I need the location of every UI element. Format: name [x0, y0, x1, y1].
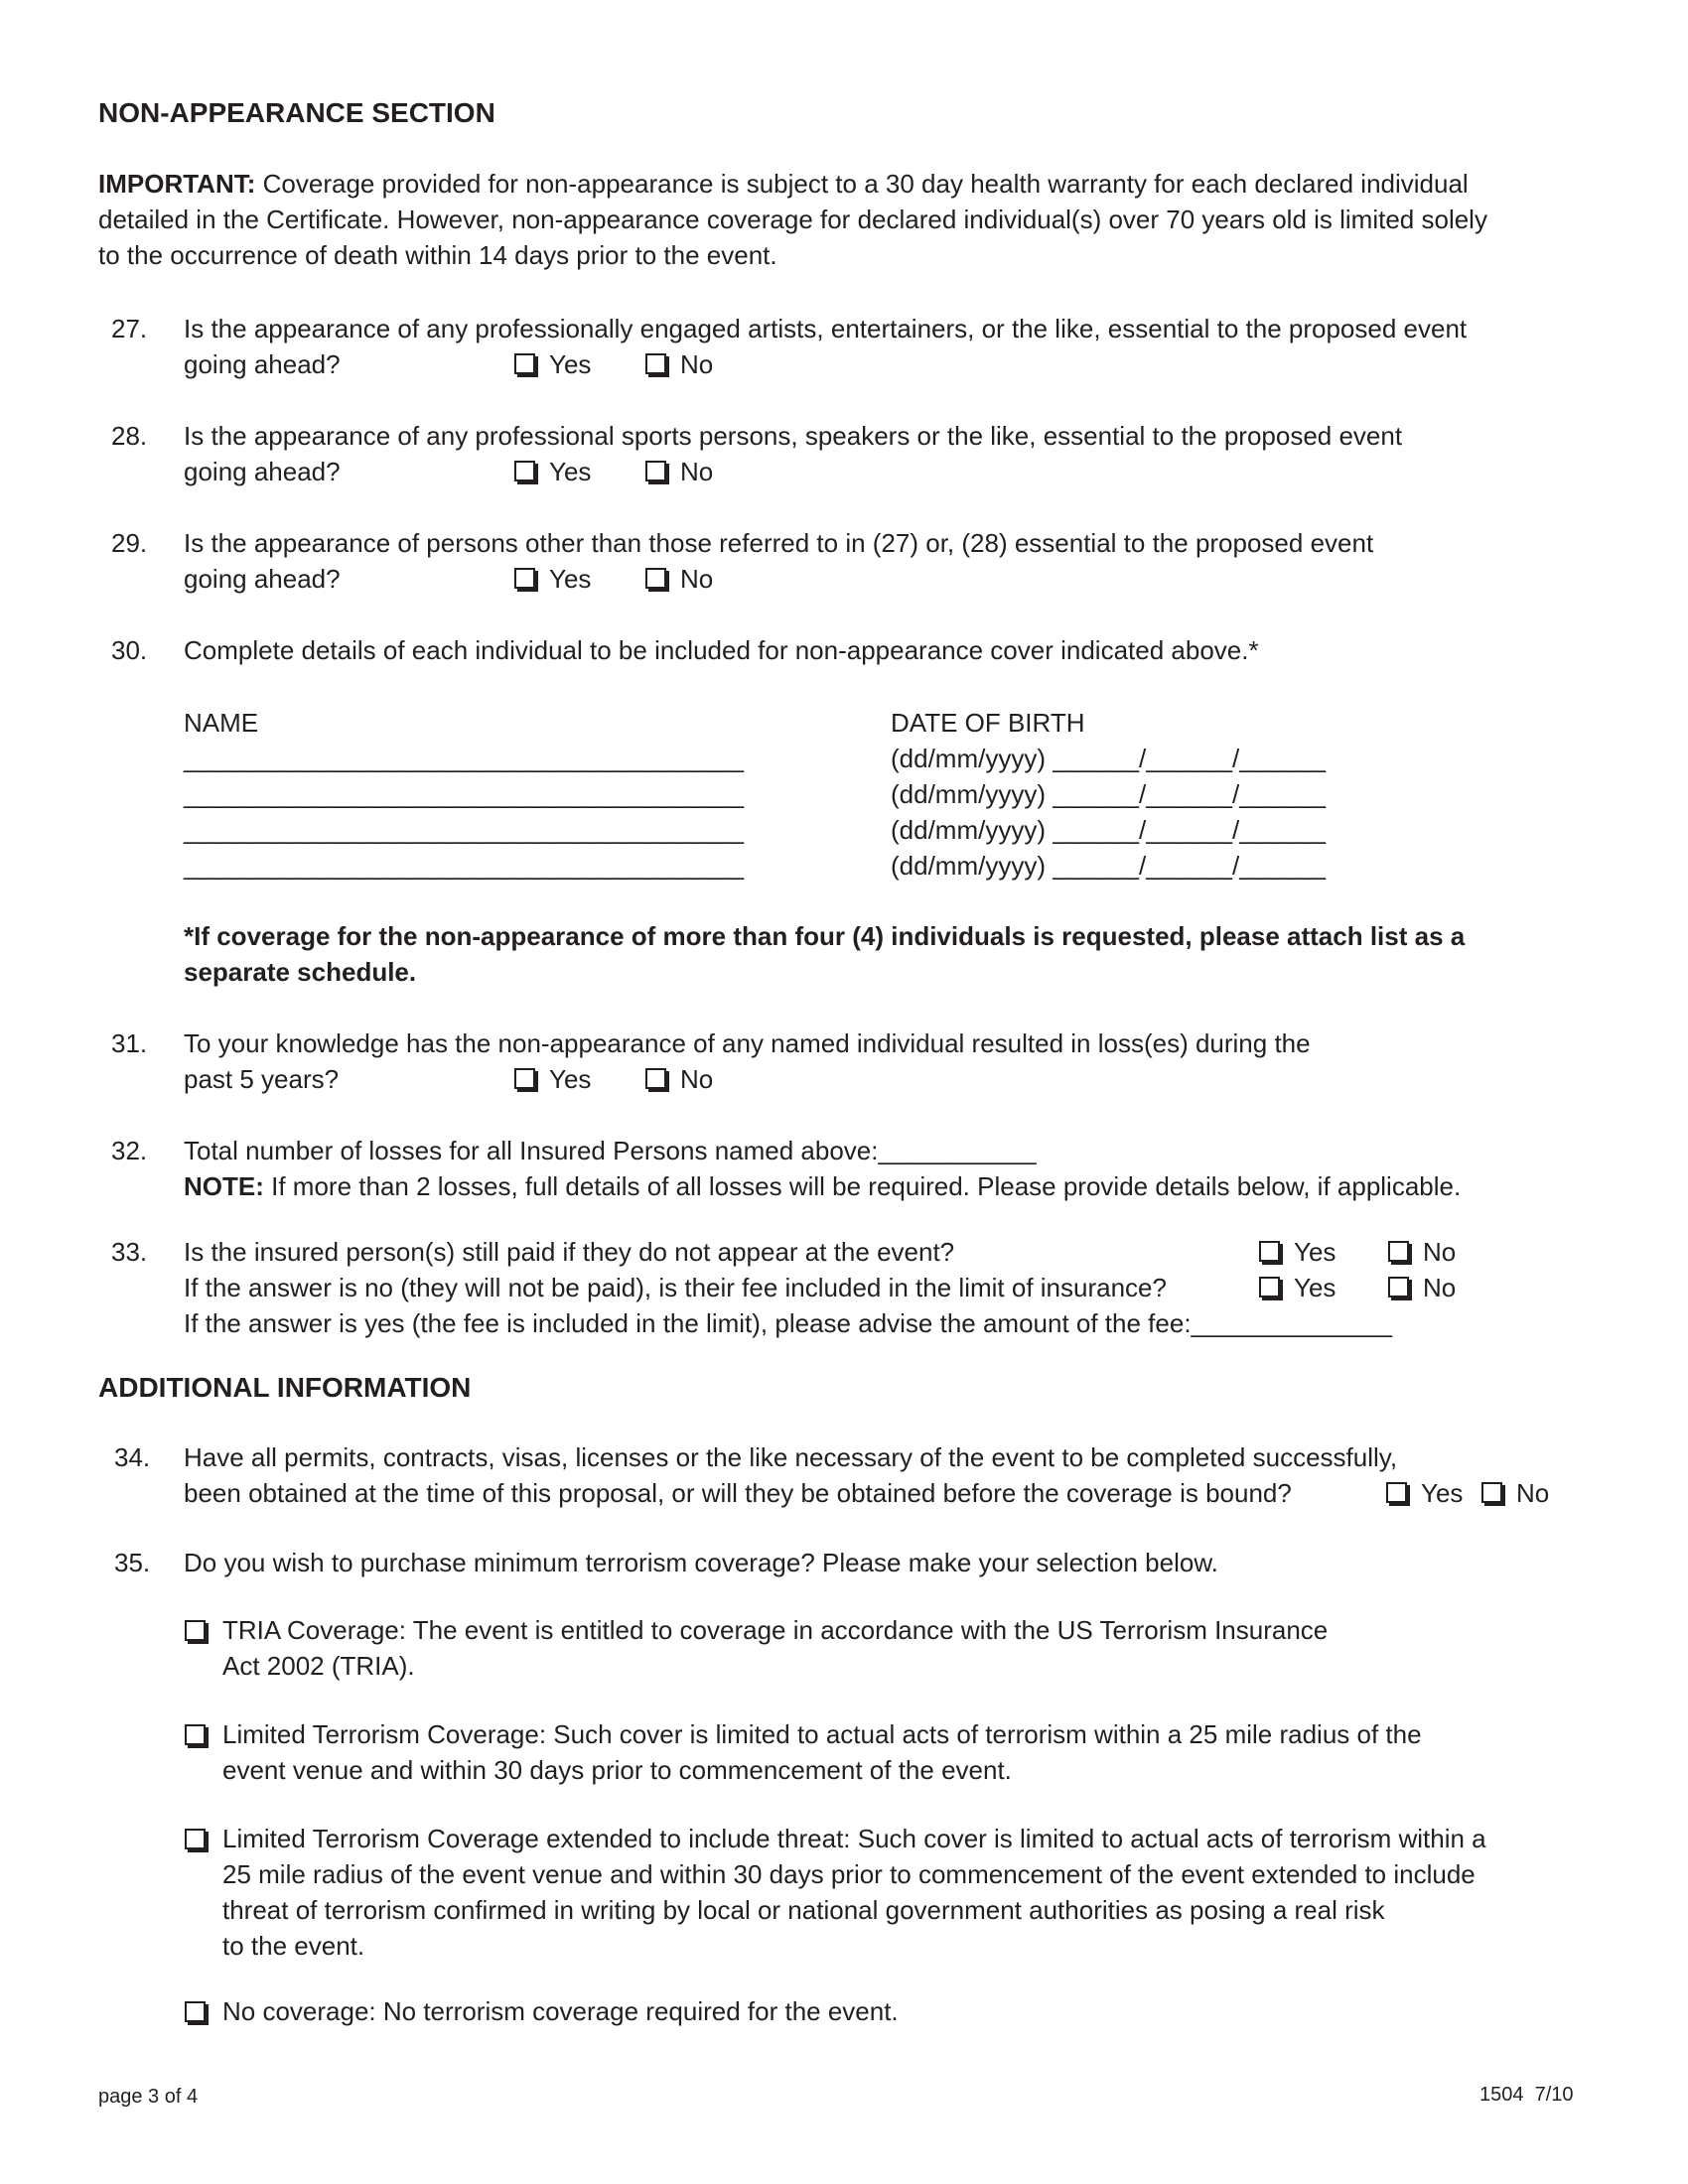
q30-note-line-1: *If coverage for the non-appearance of more than four (4) individuals is requested, please attach list as a: [184, 921, 1466, 951]
q32-number: 32.: [111, 1136, 148, 1165]
q28-number: 28.: [111, 421, 148, 451]
q29-yes-label: Yes: [549, 564, 592, 594]
tria-coverage-checkbox[interactable]: [185, 1620, 206, 1641]
q33a-yes-checkbox[interactable]: [1259, 1241, 1280, 1262]
page-number: page 3 of 4: [98, 2086, 199, 2108]
q33a-no-option[interactable]: [1388, 1234, 1456, 1270]
q31-number: 31.: [111, 1028, 148, 1058]
q35-text: Do you wish to purchase minimum terrorism coverage? Please make your selection below.: [184, 1548, 1218, 1577]
q28-line-2: going ahead?: [184, 457, 341, 486]
q27-yes-option[interactable]: [514, 346, 591, 382]
q28-no-checkbox[interactable]: [645, 461, 666, 481]
q34-no-label: No: [1516, 1478, 1550, 1508]
q34-yes-option[interactable]: [1386, 1475, 1463, 1511]
threat-line-3: threat of terrorism confirmed in writing by local or national government authorities as posing a real risk: [222, 1895, 1385, 1925]
q31-line-2: past 5 years?: [184, 1064, 340, 1094]
q32-note: [184, 1168, 1461, 1204]
q33-line-2: If the answer is no (they will not be paid), is their fee included in the limit of insurance?: [184, 1273, 1167, 1302]
q28-no-option[interactable]: [645, 454, 713, 489]
q30-text: Complete details of each individual to be included for non-appearance cover indicated above.*: [184, 635, 1259, 665]
q34-line-1: Have all permits, contracts, visas, licenses or the like necessary of the event to be completed successfully,: [184, 1442, 1398, 1472]
q34-yes-label: Yes: [1421, 1478, 1464, 1508]
dob-header: DATE OF BIRTH: [891, 708, 1085, 738]
q34-no-checkbox[interactable]: [1481, 1482, 1502, 1503]
q28-yes-checkbox[interactable]: [514, 461, 535, 481]
q34-number: 34.: [114, 1442, 151, 1472]
q29-number: 29.: [111, 528, 148, 558]
no-coverage-line: No coverage: No terrorism coverage required for the event.: [222, 1996, 899, 2026]
q32-losses-field[interactable]: Total number of losses for all Insured Persons named above:___________: [184, 1136, 1037, 1165]
q33b-yes-option[interactable]: [1259, 1270, 1336, 1305]
limited-terrorism-checkbox[interactable]: [185, 1724, 206, 1745]
q31-no-option[interactable]: [645, 1061, 713, 1097]
q30-note-line-2: separate schedule.: [184, 957, 417, 987]
tria-line-1: TRIA Coverage: The event is entitled to coverage in accordance with the US Terrorism Insurance: [222, 1615, 1329, 1645]
q31-yes-option[interactable]: [514, 1061, 591, 1097]
q28-no-label: No: [680, 457, 714, 486]
q31-yes-label: Yes: [549, 1064, 592, 1094]
form-code: 1504 7/10: [1479, 2084, 1574, 2106]
q34-no-option[interactable]: [1481, 1475, 1549, 1511]
important-line-2: detailed in the Certificate. However, non-appearance coverage for declared individual(s) over 70 years old is limited solely: [98, 205, 1487, 234]
name-field-2[interactable]: _______________________________________: [184, 779, 744, 809]
q29-no-checkbox[interactable]: [645, 568, 666, 589]
dob-field-1[interactable]: (dd/mm/yyyy) ______/______/______: [891, 744, 1326, 773]
name-field-1[interactable]: _______________________________________: [184, 744, 744, 773]
q30-number: 30.: [111, 635, 148, 665]
limited-threat-checkbox[interactable]: [185, 1829, 206, 1849]
q32-note-label: NOTE:: [184, 1171, 264, 1201]
q33-line-1: Is the insured person(s) still paid if they do not appear at the event?: [184, 1237, 955, 1267]
q33b-no-checkbox[interactable]: [1388, 1277, 1409, 1297]
name-field-3[interactable]: _______________________________________: [184, 815, 744, 845]
important-line-3: to the occurrence of death within 14 days prior to the event.: [98, 240, 777, 270]
q27-no-option[interactable]: [645, 346, 713, 382]
q27-number: 27.: [111, 314, 148, 343]
q29-yes-checkbox[interactable]: [514, 568, 535, 589]
q33b-yes-checkbox[interactable]: [1259, 1277, 1280, 1297]
q29-no-label: No: [680, 564, 714, 594]
q29-no-option[interactable]: [645, 561, 713, 597]
q34-line-2: been obtained at the time of this proposal, or will they be obtained before the coverage is bound?: [184, 1478, 1292, 1508]
q27-line-2: going ahead?: [184, 349, 341, 379]
q33-number: 33.: [111, 1237, 148, 1267]
limited-line-2: event venue and within 30 days prior to commencement of the event.: [222, 1755, 1012, 1785]
q29-line-1: Is the appearance of persons other than those referred to in (27) or, (28) essential to the proposed event: [184, 528, 1374, 558]
q27-line-1: Is the appearance of any professionally engaged artists, entertainers, or the like, essential to the proposed event: [184, 314, 1468, 343]
threat-line-4: to the event.: [222, 1931, 365, 1961]
threat-line-1: Limited Terrorism Coverage extended to include threat: Such cover is limited to actual acts of terrorism within a: [222, 1824, 1486, 1853]
q27-yes-label: Yes: [549, 349, 592, 379]
q29-yes-option[interactable]: [514, 561, 591, 597]
dob-field-2[interactable]: (dd/mm/yyyy) ______/______/______: [891, 779, 1326, 809]
q31-yes-checkbox[interactable]: [514, 1068, 535, 1089]
q33b-no-label: No: [1423, 1273, 1457, 1302]
q31-no-checkbox[interactable]: [645, 1068, 666, 1089]
q28-yes-label: Yes: [549, 457, 592, 486]
dob-field-3[interactable]: (dd/mm/yyyy) ______/______/______: [891, 815, 1326, 845]
q35-number: 35.: [114, 1548, 151, 1577]
q27-yes-checkbox[interactable]: [514, 353, 535, 374]
dob-field-4[interactable]: (dd/mm/yyyy) ______/______/______: [891, 851, 1326, 881]
q28-yes-option[interactable]: [514, 454, 591, 489]
no-coverage-checkbox[interactable]: [185, 2001, 206, 2022]
q33a-yes-option[interactable]: [1259, 1234, 1336, 1270]
important-line-1: [98, 166, 1469, 202]
q29-line-2: going ahead?: [184, 564, 341, 594]
important-label: IMPORTANT:: [98, 169, 256, 199]
q28-line-1: Is the appearance of any professional sports persons, speakers or the like, essential to the proposed event: [184, 421, 1403, 451]
limited-line-1: Limited Terrorism Coverage: Such cover is limited to actual acts of terrorism within a 25 mile radius of the: [222, 1719, 1422, 1749]
section-title-non-appearance: NON-APPEARANCE SECTION: [98, 97, 495, 128]
q33b-no-option[interactable]: [1388, 1270, 1456, 1305]
q33-fee-field[interactable]: If the answer is yes (the fee is included in the limit), please advise the amount of the fee:______________: [184, 1308, 1392, 1338]
q33a-yes-label: Yes: [1294, 1237, 1336, 1267]
q33b-yes-label: Yes: [1294, 1273, 1336, 1302]
q27-no-checkbox[interactable]: [645, 353, 666, 374]
q33a-no-checkbox[interactable]: [1388, 1241, 1409, 1262]
q31-line-1: To your knowledge has the non-appearance of any named individual resulted in loss(es) during the: [184, 1028, 1311, 1058]
tria-line-2: Act 2002 (TRIA).: [222, 1651, 415, 1681]
q34-yes-checkbox[interactable]: [1386, 1482, 1407, 1503]
name-field-4[interactable]: _______________________________________: [184, 851, 744, 881]
q33a-no-label: No: [1423, 1237, 1457, 1267]
q32-note-text: If more than 2 losses, full details of all losses will be required. Please provide details below, if applicable.: [271, 1171, 1462, 1201]
name-header: NAME: [184, 708, 259, 738]
section-title-additional-information: ADDITIONAL INFORMATION: [98, 1372, 472, 1403]
threat-line-2: 25 mile radius of the event venue and within 30 days prior to commencement of the event extended to include: [222, 1859, 1476, 1889]
q27-no-label: No: [680, 349, 714, 379]
important-text-1: Coverage provided for non-appearance is subject to a 30 day health warranty for each declared individual: [262, 169, 1469, 199]
q31-no-label: No: [680, 1064, 714, 1094]
